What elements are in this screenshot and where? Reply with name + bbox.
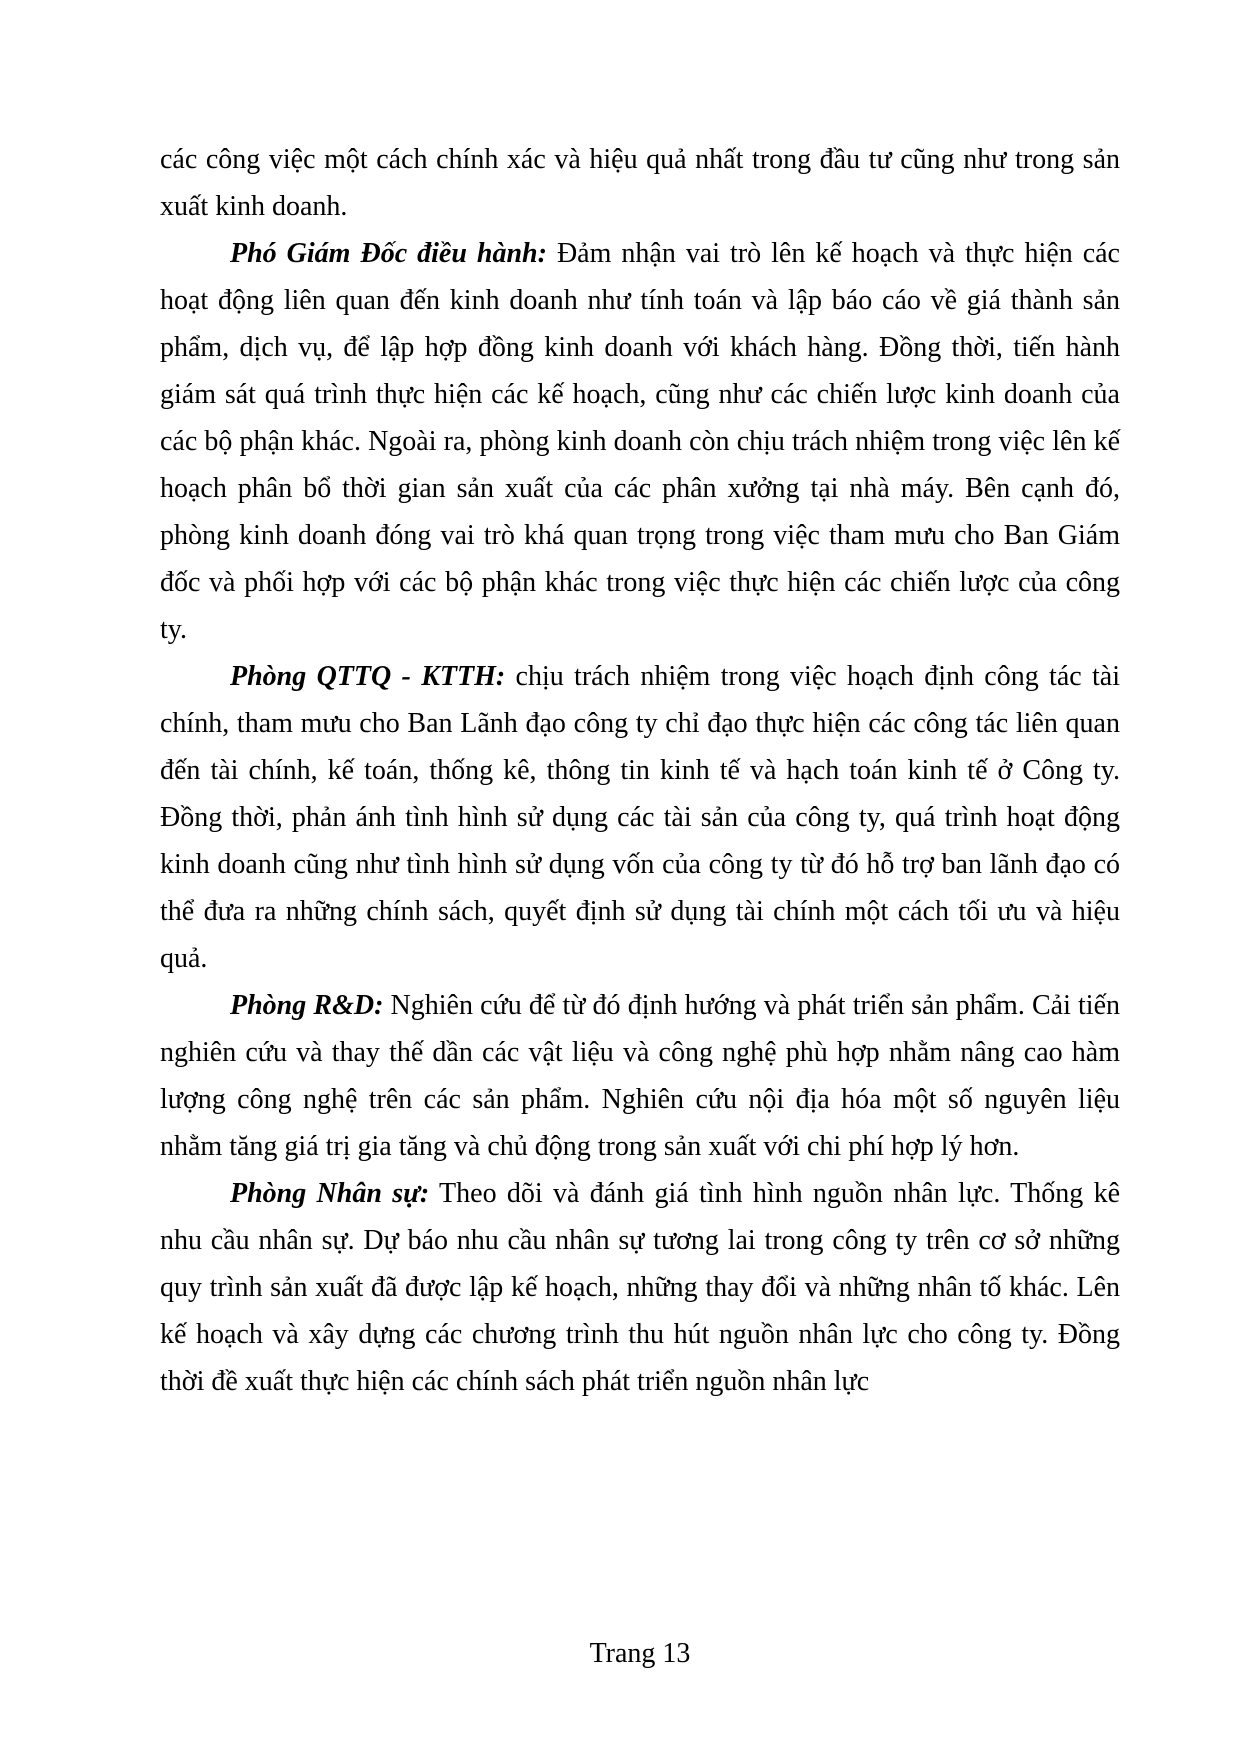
section-heading-phong-rd: Phòng R&D: <box>230 990 384 1021</box>
page-footer <box>160 1630 1120 1677</box>
paragraph-text: Đảm nhận vai trò lên kế hoạch và thực hiện các hoạt động liên quan đến kinh doanh như tính toán và lập báo cáo về giá thành sản phẩm, dịch vụ, để lập hợp đồng kinh doanh với khách hàng. Đồng thời, tiến hành giám sát quá trình thực hiện các kế hoạch, cũng như các chiến lược kinh doanh của các bộ phận khác. Ngoài ra, phòng kinh doanh còn chịu trách nhiệm trong việc lên kế hoạch phân bổ thời gian sản xuất của các phân xưởng tại nhà máy. Bên cạnh đó, phòng kinh doanh đóng vai trò khá quan trọng trong việc tham mưu cho Ban Giám đốc và phối hợp với các bộ phận khác trong việc thực hiện các chiến lược của công ty. <box>160 238 1120 645</box>
paragraph-phong-qttq-ktth <box>160 653 1120 982</box>
paragraph-text: Nghiên cứu để từ đó định hướng và phát triển sản phẩm. Cải tiến nghiên cứu và thay thế dần các vật liệu và công nghệ phù hợp nhằm nâng cao hàm lượng công nghệ trên các sản phẩm. Nghiên cứu nội địa hóa một số nguyên liệu nhằm tăng giá trị gia tăng và chủ động trong sản xuất với chi phí hợp lý hơn. <box>160 990 1120 1162</box>
page-body-text <box>160 136 1120 1405</box>
paragraph-phong-nhan-su <box>160 1170 1120 1405</box>
paragraph-continuation <box>160 136 1120 230</box>
section-heading-phong-nhan-su: Phòng Nhân sự: <box>230 1178 430 1209</box>
paragraph-pho-giam-doc-dieu-hanh <box>160 230 1120 653</box>
paragraph-text: Theo dõi và đánh giá tình hình nguồn nhân lực. Thống kê nhu cầu nhân sự. Dự báo nhu cầu nhân sự tương lai trong công ty trên cơ sở những quy trình sản xuất đã được lập kế hoạch, những thay đổi và những nhân tố khác. Lên kế hoạch và xây dựng các chương trình thu hút nguồn nhân lực cho công ty. Đồng thời đề xuất thực hiện các chính sách phát triển nguồn nhân lực <box>160 1178 1120 1397</box>
section-heading-phong-qttq-ktth: Phòng QTTQ - KTTH: <box>230 661 506 692</box>
section-heading-pho-giam-doc-dieu-hanh: Phó Giám Đốc điều hành: <box>230 238 547 269</box>
paragraph-phong-rd <box>160 982 1120 1170</box>
paragraph-text: chịu trách nhiệm trong việc hoạch định công tác tài chính, tham mưu cho Ban Lãnh đạo công ty chỉ đạo thực hiện các công tác liên quan đến tài chính, kế toán, thống kê, thông tin kinh tế và hạch toán kinh tế ở Công ty. Đồng thời, phản ánh tình hình sử dụng các tài sản của công ty, quá trình hoạt động kinh doanh cũng như tình hình sử dụng vốn của công ty từ đó hỗ trợ ban lãnh đạo có thể đưa ra những chính sách, quyết định sử dụng tài chính một cách tối ưu và hiệu quả. <box>160 661 1120 974</box>
paragraph-text: các công việc một cách chính xác và hiệu quả nhất trong đầu tư cũng như trong sản xuất kinh doanh. <box>160 144 1120 222</box>
page-number: Trang 13 <box>589 1638 691 1669</box>
